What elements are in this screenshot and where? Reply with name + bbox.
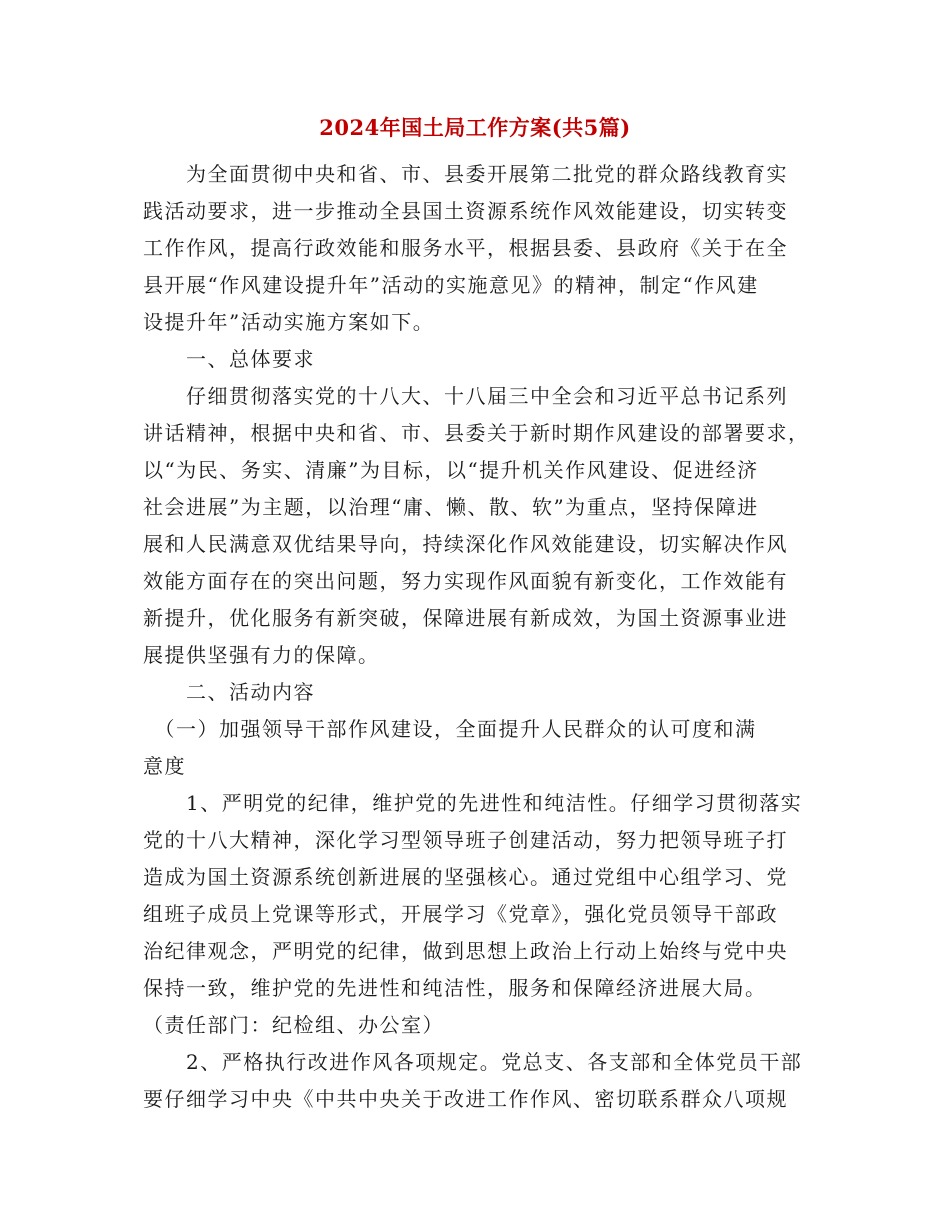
- body-line: 要仔细学习中央《中共中央关于改进工作作风、密切联系群众八项规: [143, 1087, 788, 1111]
- body-line: 1、严明党的纪律，维护党的先进性和纯洁性。仔细学习贯彻落实: [143, 791, 803, 815]
- document-title: 2024年国土局工作方案(共5篇): [319, 115, 631, 140]
- body-line: 践活动要求，进一步推动全县国土资源系统作风效能建设，切实转变: [143, 199, 788, 223]
- body-line: 效能方面存在的突出问题，努力实现作风面貌有新变化，工作效能有: [143, 569, 788, 593]
- body-line: 仔细贯彻落实党的十八大、十八届三中全会和习近平总书记系列: [143, 384, 788, 408]
- section-heading: 二、活动内容: [143, 680, 315, 704]
- body-line: 讲话精神，根据中央和省、市、县委关于新时期作风建设的部署要求，: [143, 421, 810, 445]
- body-line: 2、严格执行改进作风各项规定。党总支、各支部和全体党员干部: [143, 1050, 803, 1074]
- body-line: 工作作风，提高行政效能和服务水平，根据县委、县政府《关于在全: [143, 236, 788, 260]
- body-line: 造成为国土资源系统创新进展的坚强核心。通过党组中心组学习、党: [143, 865, 788, 889]
- section-heading: 一、总体要求: [143, 347, 315, 371]
- body-line: 展和人民满意双优结果导向，持续深化作风效能建设，切实解决作风: [143, 532, 788, 556]
- body-line: 新提升，优化服务有新突破，保障进展有新成效，为国土资源事业进: [143, 606, 788, 630]
- body-line: 以“为民、务实、清廉”为目标，以“提升机关作风建设、促进经济: [143, 458, 759, 482]
- body-line: 治纪律观念，严明党的纪律，做到思想上政治上行动上始终与党中央: [143, 939, 788, 963]
- body-line: 党的十八大精神，深化学习型领导班子创建活动，努力把领导班子打: [143, 828, 788, 852]
- body-line: 社会进展”为主题，以治理“庸、懒、散、软”为重点，坚持保障进: [143, 495, 759, 519]
- body-line: 为全面贯彻中央和省、市、县委开展第二批党的群众路线教育实: [143, 162, 788, 186]
- body-line: 设提升年”活动实施方案如下。: [143, 310, 435, 334]
- subsection-heading: （一）加强领导干部作风建设，全面提升人民群众的认可度和满: [143, 717, 757, 741]
- body-line: 组班子成员上党课等形式，开展学习《党章》，强化党员领导干部政: [143, 902, 778, 926]
- subsection-heading: 意度: [143, 754, 186, 778]
- body-line: （责任部门：纪检组、办公室）: [143, 1013, 444, 1037]
- body-line: 展提供坚强有力的保障。: [143, 643, 380, 667]
- body-line: 保持一致，维护党的先进性和纯洁性，服务和保障经济进展大局。: [143, 976, 767, 1000]
- body-line: 县开展“作风建设提升年”活动的实施意见》的精神，制定“作风建: [143, 273, 759, 297]
